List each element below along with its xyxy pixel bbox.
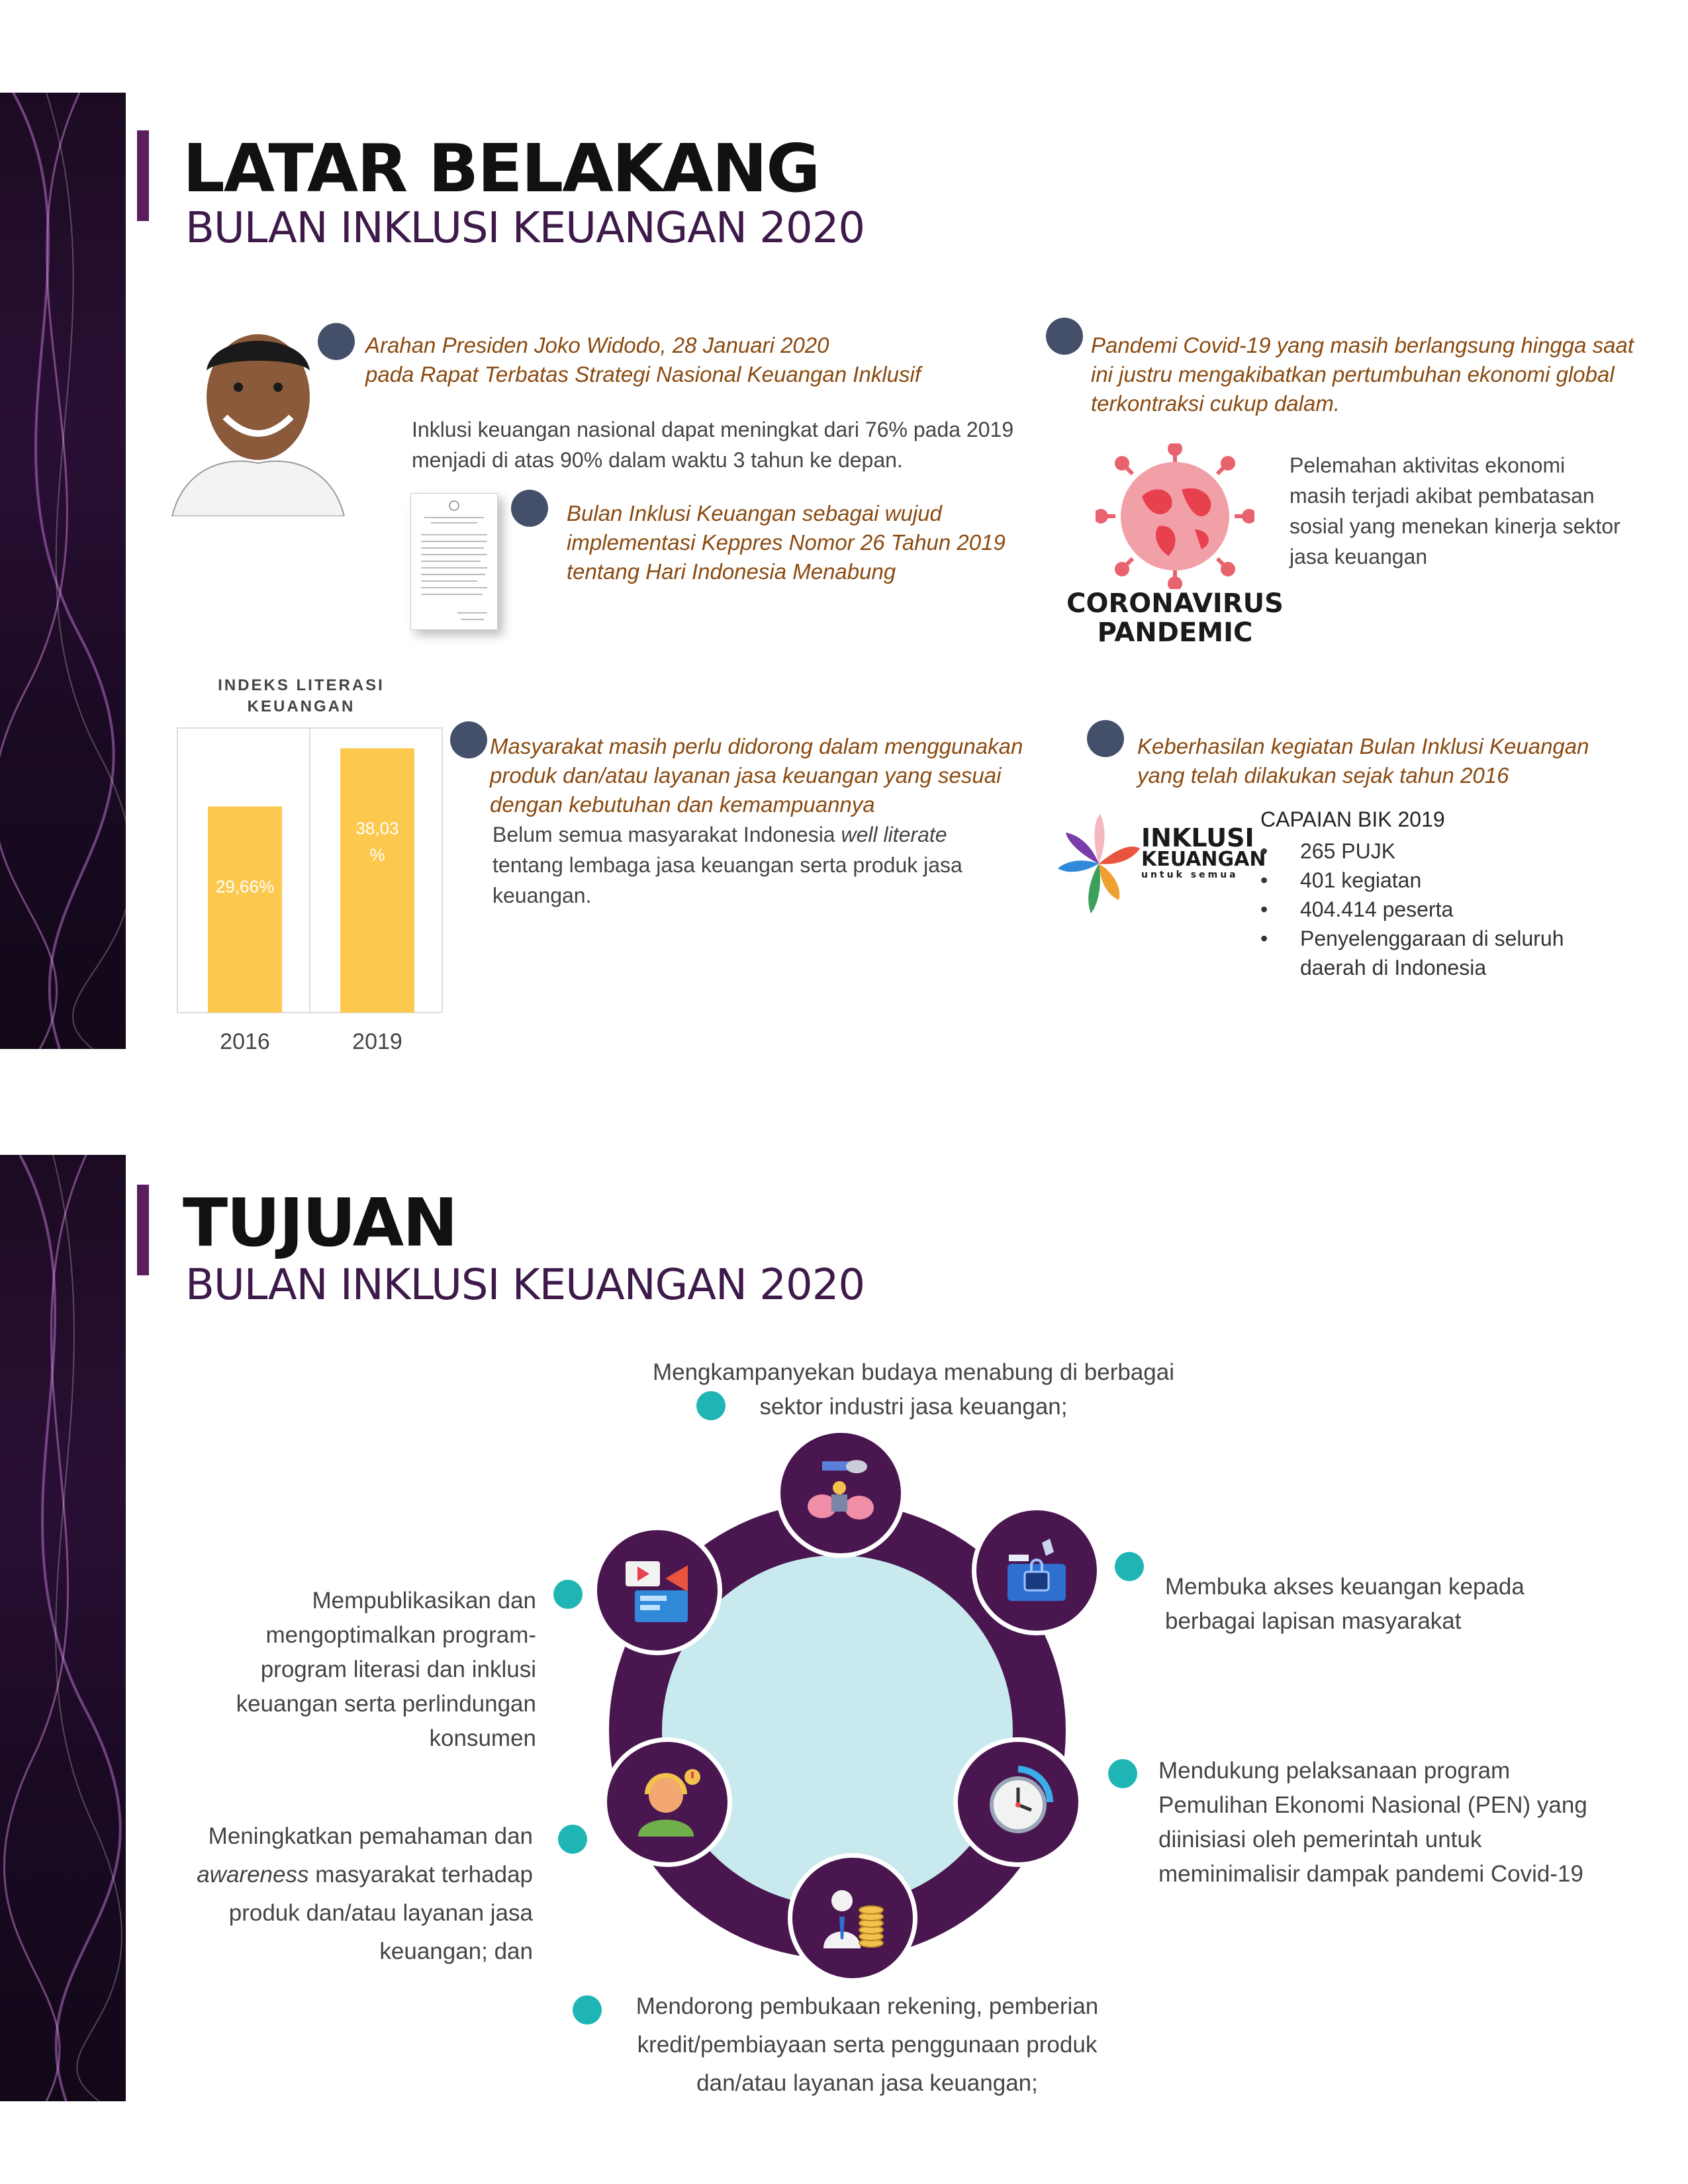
goal-left-top-text: Mempublikasikan dan mengoptimalkan program- program literasi dan inklusi keuangan serta perlindungan konsumen bbox=[236, 1588, 536, 1751]
goal-marker-dot bbox=[1108, 1759, 1137, 1788]
piggy-bank-icon bbox=[776, 1428, 906, 1558]
bullet-dot bbox=[1087, 720, 1124, 757]
chart-bar-2016 bbox=[208, 807, 282, 1013]
chart-bar-2019 bbox=[340, 749, 414, 1013]
list-item: • 401 kegiatan bbox=[1260, 866, 1631, 895]
coronavirus-logo-text: CORONAVIRUS PANDEMIC bbox=[1066, 588, 1284, 648]
list-item: • 404.414 peserta bbox=[1260, 895, 1631, 924]
media-publication-icon bbox=[592, 1525, 722, 1655]
goal-right-bottom-text: Mendukung pelaksanaan program Pemulihan Ekonomi Nasional (PEN) yang diinisiasi oleh pemerintah untuk meminimalisir dampak pandemi Covid-19 bbox=[1158, 1758, 1587, 1887]
point-keberhasilan-heading: Keberhasilan kegiatan Bulan Inklusi Keuangan yang telah dilakukan sejak tahun 2016 bbox=[1137, 734, 1589, 788]
point-pandemi-heading: Pandemi Covid-19 yang masih berlangsung hingga saat ini justru mengakibatkan pertumbuhan ekonomi global terkontraksi cukup dalam. bbox=[1091, 333, 1634, 416]
goal-bottom-text: Mendorong pembukaan rekening, pemberian kredit/pembiayaan serta penggunaan produk dan/atau layanan jasa keuangan; bbox=[635, 1993, 1099, 2096]
capaian-list bbox=[1260, 837, 1631, 982]
chart-tick-label: 2016 bbox=[220, 1029, 270, 1052]
banker-coins-icon bbox=[788, 1853, 917, 1983]
bullet-dot bbox=[511, 490, 548, 527]
coronavirus-globe-icon bbox=[1096, 443, 1254, 589]
page-title: LATAR BELAKANG bbox=[183, 130, 820, 207]
bullet-dot bbox=[450, 721, 487, 758]
goal-marker-dot bbox=[1115, 1552, 1144, 1581]
inklusi-keuangan-logo: INKLUSI KEUANGAN untuk semua bbox=[1053, 807, 1251, 920]
chart-tick-label: 2019 bbox=[352, 1029, 402, 1052]
bullet-dot bbox=[1046, 318, 1083, 355]
keppres-document-image bbox=[410, 493, 498, 630]
customer-service-icon bbox=[602, 1737, 732, 1867]
clock-icon bbox=[953, 1737, 1083, 1867]
point-pandemi-body: Pelemahan aktivitas ekonomi masih terjadi akibat pembatasan sosial yang menekan kinerja sektor jasa keuangan bbox=[1289, 453, 1620, 569]
decorative-sidebar bbox=[0, 1155, 126, 2101]
goal-marker-dot bbox=[558, 1825, 587, 1854]
point-masyarakat-heading: Masyarakat masih perlu didorong dalam menggunakan produk dan/atau layanan jasa keuangan yang sesuai dengan kebutuhan dan kemampuannya bbox=[490, 734, 1023, 817]
bank-access-icon bbox=[972, 1506, 1102, 1635]
literasi-bar-chart bbox=[172, 721, 450, 1052]
slide-latar-belakang bbox=[0, 93, 1688, 1052]
slide-tujuan bbox=[0, 1155, 1688, 2101]
point-president-heading: Arahan Presiden Joko Widodo, 28 Januari 2020 pada Rapat Terbatas Strategi Nasional Keuangan Inklusif bbox=[365, 333, 921, 387]
page-title: TUJUAN bbox=[183, 1184, 457, 1261]
goal-top-text: Mengkampanyekan budaya menabung di berbagai sektor industri jasa keuangan; bbox=[652, 1359, 1175, 1420]
decorative-sidebar bbox=[0, 93, 126, 1049]
point-masyarakat-body: Belum semua masyarakat Indonesia well literate tentang lembaga jasa keuangan serta produk jasa keuangan. bbox=[492, 823, 962, 907]
capaian-title: CAPAIAN BIK 2019 bbox=[1260, 807, 1445, 831]
title-accent-bar bbox=[137, 1185, 149, 1275]
page-subtitle: BULAN INKLUSI KEUANGAN 2020 bbox=[185, 1261, 865, 1310]
chart-data-label: 29,66% bbox=[215, 876, 275, 897]
page-subtitle: BULAN INKLUSI KEUANGAN 2020 bbox=[185, 204, 865, 253]
bullet-dot bbox=[318, 323, 355, 360]
list-item: • Penyelenggaraan di seluruh daerah di Indonesia bbox=[1260, 924, 1631, 982]
goal-marker-dot bbox=[553, 1580, 583, 1609]
point-president-body: Inklusi keuangan nasional dapat meningkat dari 76% pada 2019 menjadi di atas 90% dalam waktu 3 tahun ke depan. bbox=[412, 418, 1014, 472]
goal-left-bottom-text: Meningkatkan pemahaman dan awareness masyarakat terhadap produk dan/atau layanan jasa keuangan; dan bbox=[197, 1823, 533, 1964]
chart-data-label: 38,03 bbox=[355, 818, 399, 839]
chart-data-label: % bbox=[369, 844, 385, 865]
chart-title: INDEKS LITERASI KEUANGAN bbox=[218, 676, 385, 715]
list-item: • 265 PUJK bbox=[1260, 837, 1631, 866]
point-keppres-heading: Bulan Inklusi Keuangan sebagai wujud implementasi Keppres Nomor 26 Tahun 2019 tentang Hari Indonesia Menabung bbox=[567, 501, 1006, 584]
goal-right-top-text: Membuka akses keuangan kepada berbagai lapisan masyarakat bbox=[1165, 1574, 1524, 1634]
title-accent-bar bbox=[137, 130, 149, 221]
